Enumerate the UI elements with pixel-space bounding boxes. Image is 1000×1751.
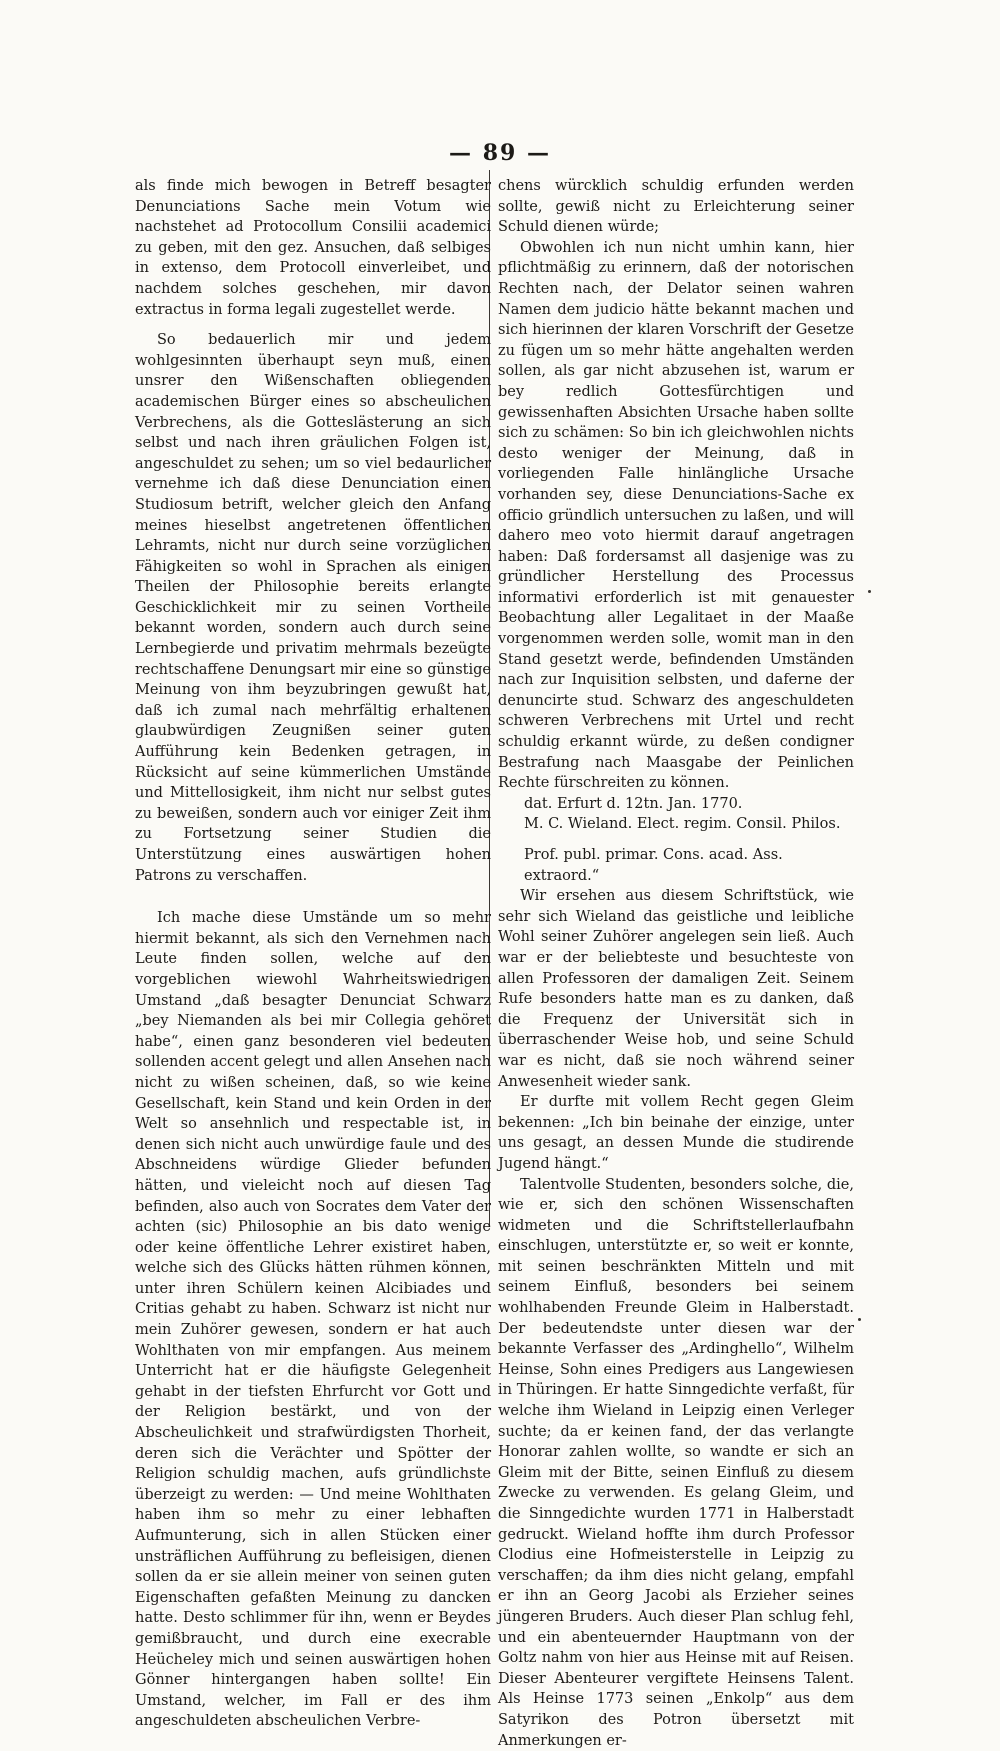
signature-title: Prof. publ. primar. Cons. acad. Ass. extraord.“ xyxy=(498,845,854,886)
right-column xyxy=(498,176,854,1751)
paragraph: So bedauerlich mir und jedem wohlgesinnten überhaupt seyn muß, einen unsrer den Wißenschaften obliegenden academischen Bürger eines so abscheulichen Verbrechens, als die Gotteslästerung an sich selbst und nach ihren gräulichen Folgen ist, angeschuldet zu sehen; um so viel bedaurlicher vernehme ich daß diese Denunciation einen Studiosum betrift, welcher gleich den Anfang meines hieselbst angetretenen öffentlichen Lehramts, nicht nur durch seine vorzüglichen Fähigkeiten so wohl in Sprachen als einigen Theilen der Philosophie bereits erlangte Geschicklichkeit mir zu seinen Vortheile bekannt worden, sondern auch durch seine Lernbegierde und privatim mehrmals bezeügte rechtschaffene Denungsart mir eine so günstige Meinung von ihm beyzubringen gewußt hat, daß ich zumal nach mehrfältig erhaltenen glaubwürdigen Zeugnißen seiner guten Aufführung kein Bedenken getragen, in Rücksicht auf seine kümmerlichen Umstände und Mittellosigkeit, ihm nicht nur selbst gutes zu beweißen, sondern auch vor einiger Zeit ihm zu Fortsetzung seiner Studien die Unterstützung eines auswärtigen hohen Patrons zu verschaffen. xyxy=(135,330,491,886)
signature-name: M. C. Wieland. Elect. regim. Consil. Philos. xyxy=(498,814,854,835)
ink-speck xyxy=(868,590,871,593)
ink-speck xyxy=(858,1318,861,1321)
paragraph: Ich mache diese Umstände um so mehr hiermit bekannt, als sich den Vernehmen nach Leute finden sollen, welche auf den vorgeblichen wiewohl Wahrheitswiedrigen Umstand „daß besagter Denunciat Schwarz „bey Niemanden als bei mir Collegia gehöret habe“, einen ganz besonderen viel bedeuten sollenden accent gelegt und allen Ansehen nach nicht zu wißen scheinen, daß, so wie keine Gesellschaft, kein Stand und kein Orden in der Welt so ansehnlich und respectable ist, in denen sich nicht auch unwürdige faule und des Abschneidens würdige Glieder befunden hätten, und vieleicht noch auf diesen Tag befinden, also auch von Socrates dem Vater der achten (sic) Philosophie an bis dato wenige oder keine öffentliche Lehrer existiret haben, welche sich des Glücks hätten rühmen können, unter ihren Schülern keinen Alcibiades und Critias gehabt zu haben. Schwarz ist nicht nur mein Zuhörer gewesen, sondern er hat auch Wohlthaten von mir empfangen. Aus meinem Unterricht hat er die häufigste Gelegenheit gehabt in der tiefsten Ehrfurcht vor Gott und der Religion bestärkt, und von der Abscheulichkeit und strafwürdigsten Thorheit, deren sich die Verächter und Spötter der Religion schuldig machen, aufs gründlichste überzeigt zu werden: — Und meine Wohlthaten haben ihm so mehr zu einer lebhaften Aufmunterung, sich in allen Stücken einer unsträflichen Aufführung zu befleisigen, dienen sollen da er sie allein meiner von seinen guten Eigenschaften gefaßten Meinung zu dancken hatte. Desto schlimmer für ihn, wenn er Beydes gemißbraucht, und durch eine execrable Heücheley mich und seinen auswärtigen hohen Gönner hintergangen haben sollte! Ein Umstand, welcher, im Fall er des ihm angeschuldeten abscheulichen Verbre- xyxy=(135,908,491,1732)
paragraph: Talentvolle Studenten, besonders solche, die, wie er, sich den schönen Wissenschaften widmeten und die Schriftstellerlaufbahn einschlugen, unterstützte er, so weit er konnte, mit seinen beschränkten Mitteln und mit seinem Einfluß, besonders bei seinem wohlhabenden Freunde Gleim in Halberstadt. Der bedeutendste unter diesen war der bekannte Verfasser des „Ardinghello“, Wilhelm Heinse, Sohn eines Predigers aus Langewiesen in Thüringen. Er hatte Sinngedichte verfaßt, für welche ihm Wieland in Leipzig einen Verleger suchte; da er keinen fand, der das verlangte Honorar zahlen wollte, so wandte er sich an Gleim mit der Bitte, seinen Einfluß zu diesem Zwecke zu verwenden. Es gelang Gleim, und die Sinngedichte wurden 1771 in Halberstadt gedruckt. Wieland hoffte ihm durch Professor Clodius eine Hofmeisterstelle in Leipzig zu verschaffen; da ihm dies nicht gelang, empfahl er ihn an Georg Jacobi als Erzieher seines jüngeren Bruders. Auch dieser Plan schlug fehl, und ein abenteuernder Hauptmann von der Goltz nahm von hier aus Heinse mit auf Reisen. Dieser Abenteurer vergiftete Heinsens Talent. Als Heinse 1773 seinen „Enkolp“ aus dem Satyrikon des Potron übersetzt mit Anmerkungen er- xyxy=(498,1175,854,1751)
left-column xyxy=(135,176,491,1732)
paragraph: Er durfte mit vollem Recht gegen Gleim bekennen: „Ich bin beinahe der einzige, unter uns gesagt, an dessen Munde die studirende Jugend hängt.“ xyxy=(498,1092,854,1174)
page-number: — 89 — xyxy=(0,140,1000,166)
paragraph: chens würcklich schuldig erfunden werden sollte, gewiß nicht zu Erleichterung seiner Schuld dienen würde; xyxy=(498,176,854,238)
signature-date: dat. Erfurt d. 12tn. Jan. 1770. xyxy=(498,794,854,815)
paragraph: Obwohlen ich nun nicht umhin kann, hier pflichtmäßig zu erinnern, daß der notorischen Rechten nach, der Delator seinen wahren Namen dem judicio hätte bekannt machen und sich hierinnen der klaren Vorschrift der Gesetze zu fügen um so mehr hätte angehalten werden sollen, als gar nicht abzusehen ist, warum er bey redlich Gottesfürchtigen und gewissenhaften Absichten Ursache haben sollte sich zu schämen: So bin ich gleichwohlen nichts desto weniger der Meinung, daß in vorliegenden Falle hinlängliche Ursache vorhanden sey, diese Denunciations-Sache ex officio gründlich untersuchen zu laßen, und will dahero meo voto hiermit darauf angetragen haben: Daß fordersamst all dasjenige was zu gründlicher Herstellung des Processus informativi erforderlich ist mit genauester Beobachtung aller Legalitaet in der Maaße vorgenommen werden solle, womit man in den Stand gesetzt werde, befindenden Umständen nach zur Inquisition selbsten, und daferne der denuncirte stud. Schwarz des angeschuldeten schweren Verbrechens mit Urtel und recht schuldig erkannt würde, zu deßen condigner Bestrafung nach Maasgabe der Peinlichen Rechte fürschreiten zu können. xyxy=(498,238,854,794)
paragraph: als finde mich bewogen in Betreff besagter Denunciations Sache mein Votum wie nachstehet ad Protocollum Consilii academici zu geben, mit den gez. Ansuchen, daß selbiges in extenso, dem Protocoll einverleibet, und nachdem solches geschehen, mir davon extractus in forma legali zugestellet werde. xyxy=(135,176,491,320)
paragraph: Wir ersehen aus diesem Schriftstück, wie sehr sich Wieland das geistliche und leibliche Wohl seiner Zuhörer angelegen sein ließ. Auch war er der beliebteste und besuchteste von allen Professoren der damaligen Zeit. Seinem Rufe besonders hatte man es zu danken, daß die Frequenz der Universität sich in überraschender Weise hob, und seine Schuld war es nicht, daß sie noch während seiner Anwesenheit wieder sank. xyxy=(498,886,854,1092)
